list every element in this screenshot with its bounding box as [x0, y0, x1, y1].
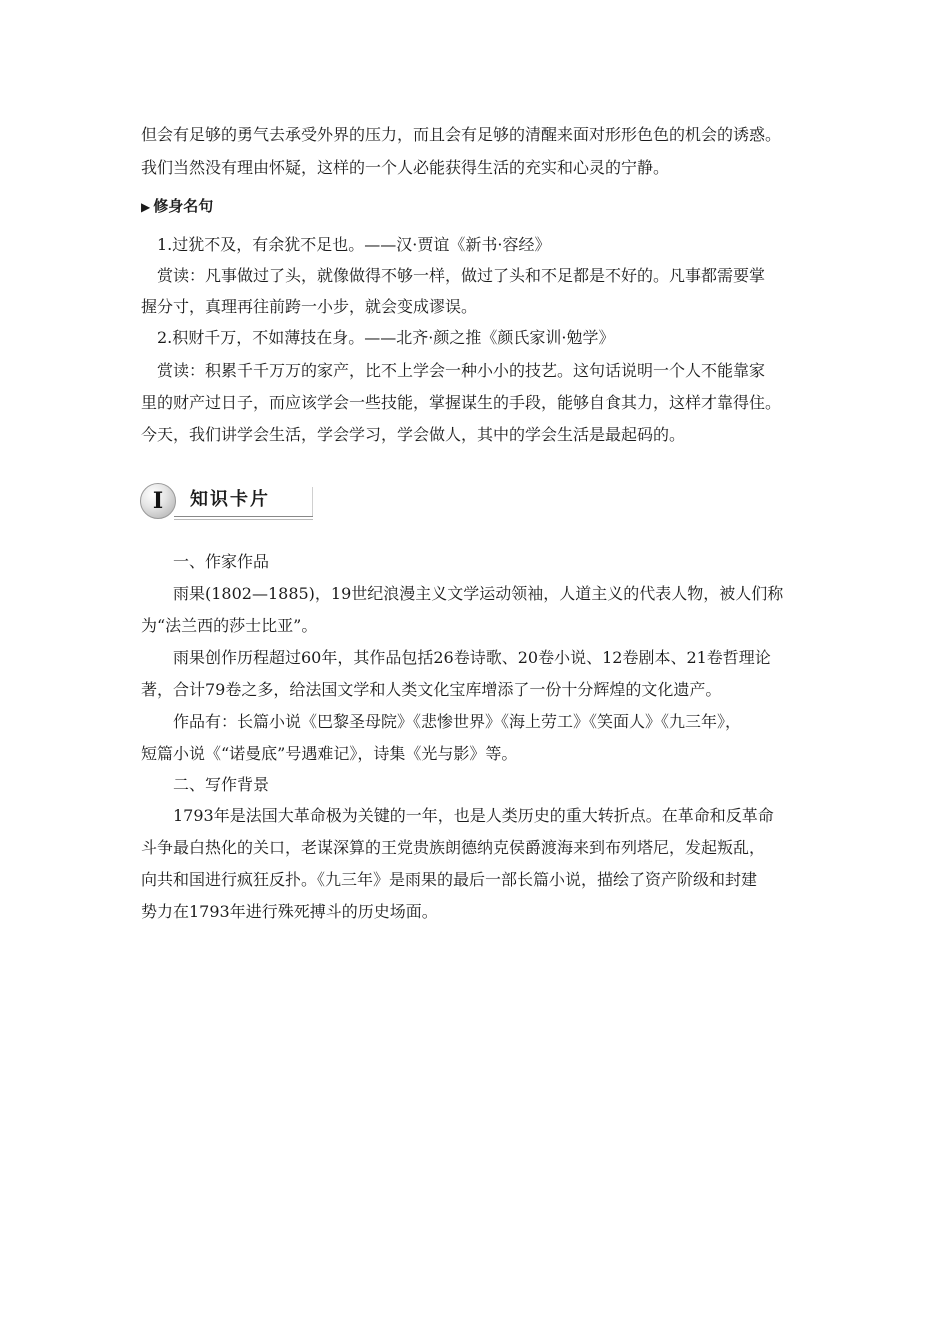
roman-numeral-icon: I	[140, 483, 176, 519]
paragraph-line: 雨果创作历程超过60年，其作品包括26卷诗歌、20卷小说、12卷剧本、21卷哲理论	[173, 648, 771, 667]
paragraph-line: 著，合计79卷之多，给法国文学和人类文化宝库增添了一份十分辉煌的文化遗产。	[141, 680, 722, 699]
badge-divider	[312, 487, 313, 517]
paragraph-line: 势力在1793年进行殊死搏斗的历史场面。	[141, 902, 438, 921]
paragraph-line: 为“法兰西的莎士比亚”。	[141, 616, 318, 635]
section-title: 修身名句	[153, 197, 214, 215]
paragraph-line: 短篇小说《“诺曼底”号遇难记》，诗集《光与影》等。	[141, 744, 518, 763]
badge-underline	[174, 519, 313, 520]
subsection-title: 二、写作背景	[173, 775, 270, 794]
quote-item: 2.积财千万，不如薄技在身。——北齐·颜之推《颜氏家训·勉学》	[157, 328, 615, 347]
intro-text-line: 但会有足够的勇气去承受外界的压力，而且会有足够的清醒来面对形形色色的机会的诱惑。	[141, 125, 782, 144]
section-heading-quotes	[141, 196, 213, 217]
quote-appreciation-line: 赏读：积累千千万万的家产，比不上学会一种小小的技艺。这句话说明一个人不能靠家	[157, 361, 766, 380]
quote-appreciation-line: 赏读：凡事做过了头，就像做得不够一样，做过了头和不足都是不好的。凡事都需要掌	[157, 266, 766, 285]
quote-appreciation-line: 今天，我们讲学会生活，学会学习，学会做人，其中的学会生活是最起码的。	[141, 425, 686, 444]
quote-appreciation-line: 握分寸，真理再往前跨一小步，就会变成谬误。	[141, 297, 478, 316]
intro-text-line: 我们当然没有理由怀疑，这样的一个人必能获得生活的充实和心灵的宁静。	[141, 158, 670, 177]
paragraph-line: 斗争最白热化的关口，老谋深算的王党贵族朗德纳克侯爵渡海来到布列塔尼，发起叛乱，	[141, 838, 766, 857]
badge-underline	[174, 516, 313, 517]
quote-item: 1.过犹不及，有余犹不足也。——汉·贾谊《新书·容经》	[157, 235, 551, 254]
knowledge-card-badge	[140, 483, 315, 523]
paragraph-line: 作品有：长篇小说《巴黎圣母院》《悲惨世界》《海上劳工》《笑面人》《九三年》，	[173, 712, 742, 731]
quote-appreciation-line: 里的财产过日子，而应该学会一些技能，掌握谋生的手段，能够自食其力，这样才靠得住。	[141, 393, 782, 412]
subsection-title: 一、作家作品	[173, 552, 270, 571]
paragraph-line: 1793年是法国大革命极为关键的一年，也是人类历史的重大转折点。在革命和反革命	[173, 806, 774, 825]
paragraph-line: 雨果(1802—1885)，19世纪浪漫主义文学运动领袖，人道主义的代表人物，被人们称	[173, 584, 784, 603]
badge-title: 知识卡片	[190, 489, 270, 510]
paragraph-line: 向共和国进行疯狂反扑。《九三年》是雨果的最后一部长篇小说，描绘了资产阶级和封建	[141, 870, 758, 889]
triangle-marker-icon: ▶	[141, 200, 151, 214]
